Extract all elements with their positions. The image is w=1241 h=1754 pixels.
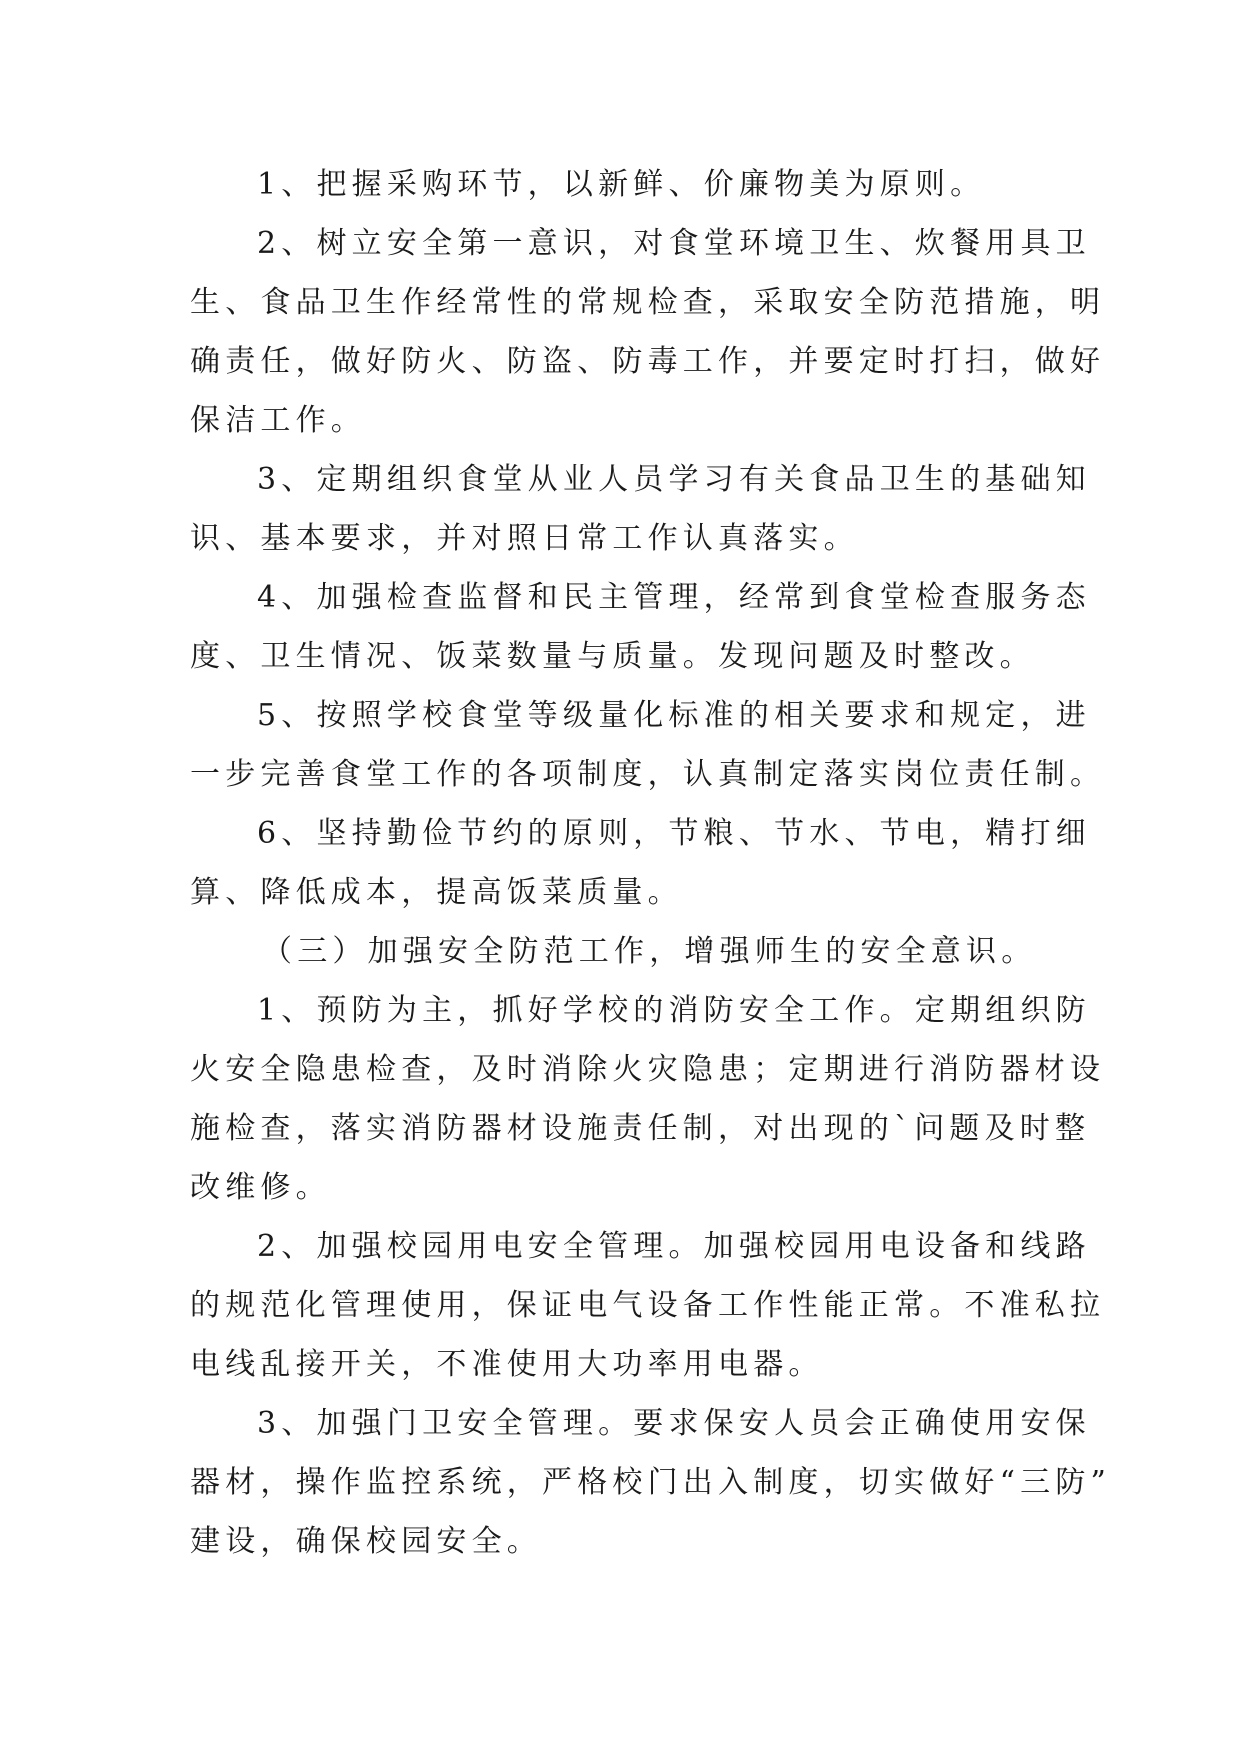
paragraph-4-line-1: 4、加强检查监督和民主管理，经常到食堂检查服务态 [257,580,1091,615]
paragraph-2-line-3: 确责任，做好防火、防盗、防毒工作，并要定时打扫，做好 [190,344,1106,379]
paragraph-8-line-3: 电线乱接开关，不准使用大功率用电器。 [190,1347,824,1382]
paragraph-6-line-1: 6、坚持勤俭节约的原则，节粮、节水、节电，精打细 [257,816,1091,851]
paragraph-7-line-1: 1、预防为主，抓好学校的消防安全工作。定期组织防 [257,993,1091,1028]
paragraph-2-line-1: 2、树立安全第一意识，对食堂环境卫生、炊餐用具卫 [257,226,1091,261]
paragraph-3-line-2: 识、基本要求，并对照日常工作认真落实。 [190,521,859,556]
paragraph-5-line-2: 一步完善食堂工作的各项制度，认真制定落实岗位责任制。 [190,757,1106,792]
section-heading-3: （三）加强安全防范工作，增强师生的安全意识。 [262,934,1037,969]
paragraph-2-line-4: 保洁工作。 [190,403,366,438]
paragraph-7-line-3: 施检查，落实消防器材设施责任制，对出现的`问题及时整 [190,1111,1091,1146]
paragraph-8-line-1: 2、加强校园用电安全管理。加强校园用电设备和线路 [257,1229,1091,1264]
paragraph-4-line-2: 度、卫生情况、饭菜数量与质量。发现问题及时整改。 [190,639,1035,674]
paragraph-9-line-3: 建设，确保校园安全。 [190,1524,542,1559]
paragraph-8-line-2: 的规范化管理使用，保证电气设备工作性能正常。不准私拉 [190,1288,1106,1323]
paragraph-9-line-2: 器材，操作监控系统，严格校门出入制度，切实做好“三防” [190,1465,1112,1500]
document-body [190,155,1112,1571]
paragraph-5-line-1: 5、按照学校食堂等级量化标准的相关要求和规定，进 [257,698,1091,733]
paragraph-1-line-1: 1、把握采购环节，以新鲜、价廉物美为原则。 [257,167,986,202]
paragraph-3-line-1: 3、定期组织食堂从业人员学习有关食品卫生的基础知 [257,462,1091,497]
paragraph-9-line-1: 3、加强门卫安全管理。要求保安人员会正确使用安保 [257,1406,1091,1441]
paragraph-2-line-2: 生、食品卫生作经常性的常规检查，采取安全防范措施，明 [190,285,1106,320]
paragraph-7-line-4: 改维修。 [190,1170,331,1205]
paragraph-7-line-2: 火安全隐患检查，及时消除火灾隐患；定期进行消防器材设 [190,1052,1106,1087]
paragraph-6-line-2: 算、降低成本，提高饭菜质量。 [190,875,683,910]
